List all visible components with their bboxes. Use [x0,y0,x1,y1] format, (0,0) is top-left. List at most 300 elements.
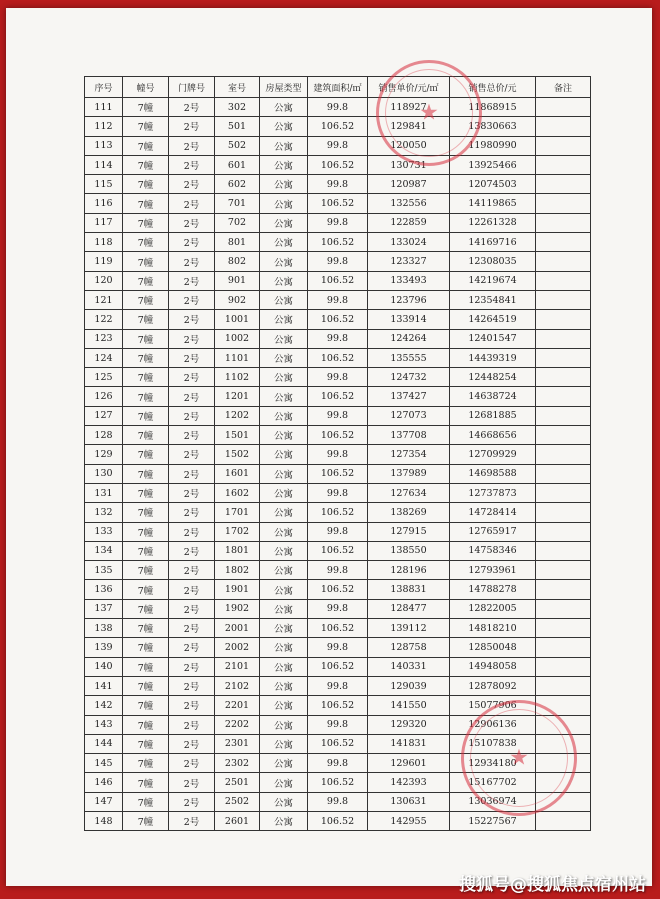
table-cell: 12448254 [450,368,536,387]
official-seal-stamp-lower: ★ [461,700,577,816]
table-cell: 12737873 [450,483,536,502]
table-cell: 138269 [368,503,450,522]
table-cell [536,387,591,406]
table-cell: 2号 [169,792,215,811]
table-cell: 132556 [368,194,450,213]
table-cell: 7幢 [123,599,169,618]
table-cell: 12850048 [450,638,536,657]
table-row [85,676,591,695]
table-cell: 106.52 [308,734,368,753]
table-cell: 146 [85,773,123,792]
table-cell: 115 [85,175,123,194]
table-cell [536,445,591,464]
table-cell: 12906136 [450,715,536,734]
table-cell: 114 [85,155,123,174]
table-cell: 2号 [169,136,215,155]
table-cell: 116 [85,194,123,213]
table-cell: 120 [85,271,123,290]
table-cell: 7幢 [123,406,169,425]
table-cell: 106.52 [308,426,368,445]
column-header: 建筑面积/㎡ [308,77,368,98]
table-cell: 14264519 [450,310,536,329]
table-cell: 1102 [215,368,260,387]
table-cell: 2502 [215,792,260,811]
table-cell: 1702 [215,522,260,541]
table-cell: 2号 [169,657,215,676]
table-cell: 136 [85,580,123,599]
table-cell: 2501 [215,773,260,792]
table-cell: 公寓 [260,406,308,425]
table-cell: 133493 [368,271,450,290]
table-cell: 106.52 [308,811,368,830]
table-cell: 137989 [368,464,450,483]
table-cell: 2号 [169,98,215,117]
table-row [85,368,591,387]
table-row [85,464,591,483]
table-cell: 公寓 [260,329,308,348]
table-cell [536,136,591,155]
table-cell: 7幢 [123,271,169,290]
table-row [85,561,591,580]
table-cell: 2号 [169,580,215,599]
table-cell: 99.8 [308,792,368,811]
table-cell: 106.52 [308,619,368,638]
table-cell: 7幢 [123,754,169,773]
table-cell: 12074503 [450,175,536,194]
table-cell: 公寓 [260,271,308,290]
table-cell: 2001 [215,619,260,638]
table-cell: 142955 [368,811,450,830]
table-cell: 14698588 [450,464,536,483]
table-cell: 公寓 [260,561,308,580]
table-cell: 139 [85,638,123,657]
table-cell: 99.8 [308,329,368,348]
table-cell: 公寓 [260,310,308,329]
table-cell: 公寓 [260,676,308,695]
table-cell: 137708 [368,426,450,445]
table-cell: 1502 [215,445,260,464]
table-cell: 公寓 [260,233,308,252]
table-cell: 1801 [215,541,260,560]
table-cell [536,696,591,715]
table-row [85,348,591,367]
table-cell [536,715,591,734]
table-cell: 702 [215,213,260,232]
column-header: 备注 [536,77,591,98]
table-cell: 130731 [368,155,450,174]
table-cell: 12878092 [450,676,536,695]
table-cell: 12681885 [450,406,536,425]
table-cell: 12709929 [450,445,536,464]
table-cell: 15107838 [450,734,536,753]
table-cell: 135 [85,561,123,580]
table-cell: 141550 [368,696,450,715]
table-cell: 140 [85,657,123,676]
table-cell: 122859 [368,213,450,232]
table-cell: 602 [215,175,260,194]
table-cell: 2号 [169,368,215,387]
table-cell: 123327 [368,252,450,271]
table-cell [536,561,591,580]
table-cell [536,754,591,773]
table-cell: 公寓 [260,117,308,136]
table-row [85,406,591,425]
table-cell: 7幢 [123,348,169,367]
table-cell: 2号 [169,773,215,792]
table-cell: 7幢 [123,792,169,811]
price-table [84,76,591,831]
table-cell: 302 [215,98,260,117]
table-cell: 公寓 [260,213,308,232]
table-cell: 12822005 [450,599,536,618]
table-row [85,638,591,657]
column-header: 销售单价/元/㎡ [368,77,450,98]
table-cell: 1602 [215,483,260,502]
table-cell: 127073 [368,406,450,425]
table-cell [536,676,591,695]
table-cell: 7幢 [123,445,169,464]
table-row [85,98,591,117]
table-cell: 113 [85,136,123,155]
table-cell: 14219674 [450,271,536,290]
table-cell: 2号 [169,155,215,174]
table-cell: 12261328 [450,213,536,232]
table-cell: 1501 [215,426,260,445]
table-body [85,98,591,831]
table-row [85,773,591,792]
table-cell: 148 [85,811,123,830]
table-cell: 135555 [368,348,450,367]
table-cell: 99.8 [308,406,368,425]
table-cell: 1201 [215,387,260,406]
table-cell: 1902 [215,599,260,618]
table-cell: 7幢 [123,233,169,252]
table-cell: 公寓 [260,175,308,194]
table-cell: 7幢 [123,580,169,599]
table-cell: 2号 [169,715,215,734]
table-cell [536,117,591,136]
table-row [85,329,591,348]
table-cell: 7幢 [123,541,169,560]
table-row [85,715,591,734]
table-cell: 129841 [368,117,450,136]
table-cell: 133 [85,522,123,541]
table-cell: 7幢 [123,503,169,522]
table-cell [536,792,591,811]
table-cell: 7幢 [123,290,169,309]
table-row [85,387,591,406]
table-cell: 129 [85,445,123,464]
table-cell: 99.8 [308,561,368,580]
table-cell: 138 [85,619,123,638]
table-cell: 7幢 [123,426,169,445]
table-cell: 501 [215,117,260,136]
table-cell: 7幢 [123,155,169,174]
table-cell: 133914 [368,310,450,329]
table-row [85,136,591,155]
table-cell: 502 [215,136,260,155]
table-cell: 2号 [169,696,215,715]
table-cell: 127915 [368,522,450,541]
table-row [85,233,591,252]
table-cell: 7幢 [123,387,169,406]
table-cell: 124264 [368,329,450,348]
table-cell: 106.52 [308,541,368,560]
table-cell: 143 [85,715,123,734]
table-cell: 7幢 [123,368,169,387]
table-cell: 106.52 [308,117,368,136]
table-cell [536,194,591,213]
table-cell: 2302 [215,754,260,773]
table-cell [536,175,591,194]
table-cell [536,638,591,657]
table-cell: 2号 [169,619,215,638]
table-cell: 128477 [368,599,450,618]
table-cell: 2号 [169,348,215,367]
table-cell: 139112 [368,619,450,638]
table-cell [536,811,591,830]
table-cell: 99.8 [308,522,368,541]
table-cell: 7幢 [123,561,169,580]
column-header: 门牌号 [169,77,215,98]
table-cell: 99.8 [308,290,368,309]
table-cell: 公寓 [260,252,308,271]
table-cell [536,657,591,676]
table-cell: 2号 [169,445,215,464]
table-cell: 14439319 [450,348,536,367]
table-cell [536,368,591,387]
table-cell [536,348,591,367]
table-cell: 106.52 [308,233,368,252]
table-cell: 2号 [169,541,215,560]
table-cell: 106.52 [308,657,368,676]
table-cell: 公寓 [260,290,308,309]
table-cell [536,329,591,348]
table-cell: 13925466 [450,155,536,174]
table-cell: 公寓 [260,754,308,773]
table-cell: 99.8 [308,213,368,232]
table-cell: 7幢 [123,329,169,348]
table-cell: 99.8 [308,136,368,155]
table-row [85,619,591,638]
table-cell: 124732 [368,368,450,387]
table-cell: 2号 [169,387,215,406]
table-cell: 1601 [215,464,260,483]
table-cell: 公寓 [260,715,308,734]
table-cell [536,290,591,309]
table-cell: 137427 [368,387,450,406]
table-row [85,117,591,136]
table-cell: 701 [215,194,260,213]
table-cell: 公寓 [260,426,308,445]
table-cell: 106.52 [308,580,368,599]
table-cell: 2号 [169,561,215,580]
table-cell: 125 [85,368,123,387]
table-cell: 公寓 [260,483,308,502]
table-cell: 公寓 [260,734,308,753]
table-cell: 2号 [169,271,215,290]
table-cell [536,406,591,425]
table-cell: 14668656 [450,426,536,445]
table-cell: 2号 [169,329,215,348]
table-cell: 7幢 [123,638,169,657]
table-cell: 122 [85,310,123,329]
table-cell: 13830663 [450,117,536,136]
column-header: 幢号 [123,77,169,98]
table-cell: 2号 [169,252,215,271]
table-cell: 2号 [169,754,215,773]
table-cell [536,464,591,483]
table-cell: 99.8 [308,715,368,734]
table-cell: 140331 [368,657,450,676]
table-cell: 132 [85,503,123,522]
table-cell [536,503,591,522]
table-cell: 2号 [169,310,215,329]
table-row [85,445,591,464]
table-cell: 106.52 [308,464,368,483]
table-cell: 126 [85,387,123,406]
table-row [85,541,591,560]
table-cell: 128758 [368,638,450,657]
table-cell: 14638724 [450,387,536,406]
table-cell: 7幢 [123,522,169,541]
table-cell: 106.52 [308,348,368,367]
table-cell: 公寓 [260,657,308,676]
table-cell: 802 [215,252,260,271]
column-header: 室号 [215,77,260,98]
table-cell: 117 [85,213,123,232]
table-cell: 14119865 [450,194,536,213]
table-cell [536,580,591,599]
table-cell: 14948058 [450,657,536,676]
table-cell: 2号 [169,638,215,657]
table-cell: 公寓 [260,541,308,560]
table-cell: 7幢 [123,136,169,155]
table-cell: 127354 [368,445,450,464]
table-row [85,792,591,811]
table-cell: 15167702 [450,773,536,792]
table-cell: 7幢 [123,715,169,734]
table-header-row [85,77,591,98]
table-cell: 7幢 [123,175,169,194]
table-cell [536,155,591,174]
table-cell: 公寓 [260,619,308,638]
table-cell: 公寓 [260,98,308,117]
table-cell: 902 [215,290,260,309]
table-cell [536,271,591,290]
table-cell: 7幢 [123,734,169,753]
table-row [85,580,591,599]
table-cell: 601 [215,155,260,174]
table-cell: 公寓 [260,696,308,715]
table-cell: 公寓 [260,503,308,522]
table-cell: 公寓 [260,194,308,213]
table-cell: 118 [85,233,123,252]
table-cell: 137 [85,599,123,618]
table-cell: 2002 [215,638,260,657]
table-cell: 12934180 [450,754,536,773]
table-cell: 公寓 [260,368,308,387]
table-cell: 2号 [169,194,215,213]
table-cell: 106.52 [308,194,368,213]
table-cell: 801 [215,233,260,252]
table-cell: 2号 [169,734,215,753]
table-cell: 111 [85,98,123,117]
table-cell: 2号 [169,599,215,618]
table-cell: 公寓 [260,638,308,657]
table-cell [536,734,591,753]
table-row [85,657,591,676]
table-row [85,734,591,753]
table-cell: 公寓 [260,348,308,367]
table-cell: 7幢 [123,252,169,271]
table-cell: 2号 [169,290,215,309]
table-cell: 106.52 [308,155,368,174]
table-cell: 142 [85,696,123,715]
table-cell: 7幢 [123,657,169,676]
table-cell: 7幢 [123,773,169,792]
table-cell: 2号 [169,406,215,425]
table-cell: 134 [85,541,123,560]
table-cell: 12354841 [450,290,536,309]
table-cell: 128196 [368,561,450,580]
table-cell: 7幢 [123,194,169,213]
table-cell: 11980990 [450,136,536,155]
table-cell [536,483,591,502]
table-cell: 138831 [368,580,450,599]
table-cell: 公寓 [260,387,308,406]
column-header: 房屋类型 [260,77,308,98]
table-cell: 1101 [215,348,260,367]
table-cell: 2号 [169,522,215,541]
table-cell: 120987 [368,175,450,194]
table-cell: 公寓 [260,811,308,830]
table-cell: 公寓 [260,522,308,541]
table-cell: 99.8 [308,676,368,695]
table-cell [536,426,591,445]
table-cell: 106.52 [308,503,368,522]
table-cell: 141 [85,676,123,695]
table-cell: 公寓 [260,599,308,618]
column-header: 销售总价/元 [450,77,536,98]
table-row [85,483,591,502]
table-cell: 106.52 [308,696,368,715]
table-cell: 14788278 [450,580,536,599]
source-watermark: 搜狐号@搜狐焦点宿州站 [459,875,646,895]
table-cell: 2号 [169,811,215,830]
table-cell: 129601 [368,754,450,773]
official-seal-stamp: ★ [376,60,482,166]
table-cell [536,310,591,329]
table-cell: 106.52 [308,773,368,792]
table-row [85,271,591,290]
table-cell: 147 [85,792,123,811]
table-cell: 99.8 [308,175,368,194]
table-cell: 127 [85,406,123,425]
table-cell: 124 [85,348,123,367]
table-row [85,213,591,232]
table-row [85,426,591,445]
table-cell: 12308035 [450,252,536,271]
table-cell: 129320 [368,715,450,734]
table-cell: 145 [85,754,123,773]
table-cell: 2号 [169,117,215,136]
table-cell: 128 [85,426,123,445]
table-cell [536,619,591,638]
table-cell: 131 [85,483,123,502]
table-cell: 公寓 [260,580,308,599]
table-cell: 公寓 [260,445,308,464]
